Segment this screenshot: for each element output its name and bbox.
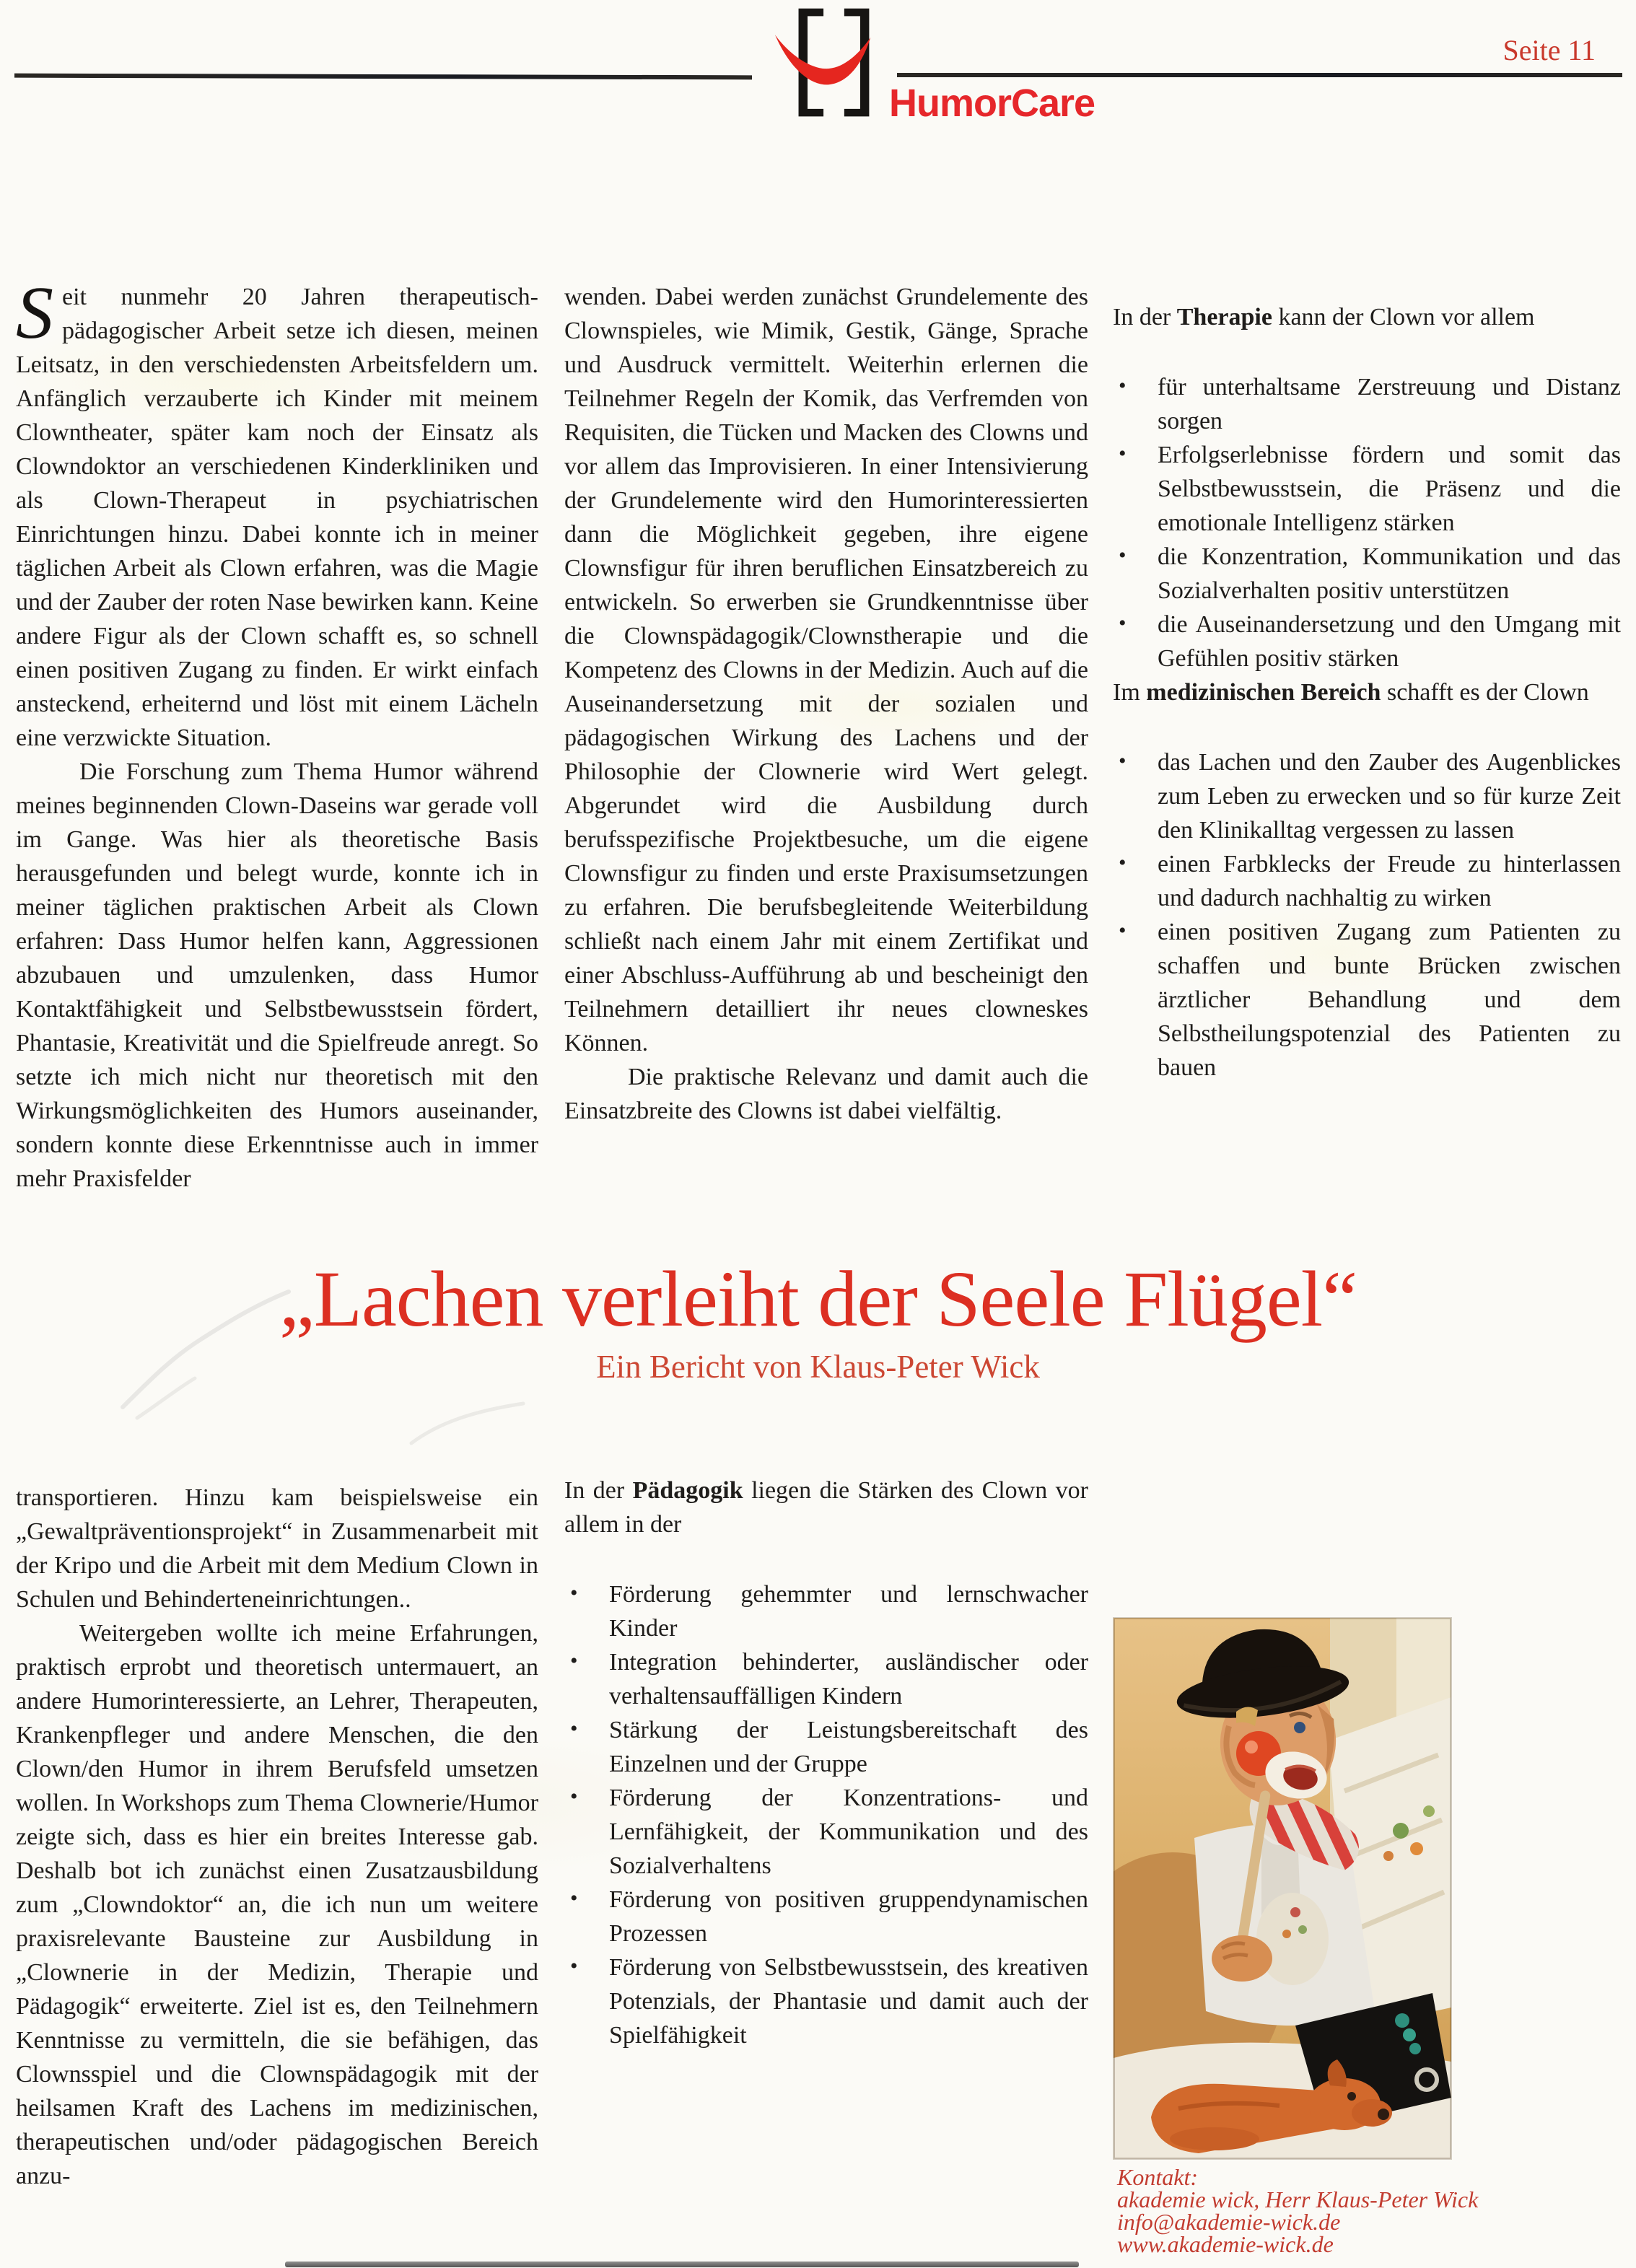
intro-text: kann der Clown vor allem [1272, 304, 1535, 330]
bullet-dot-icon: • [570, 1886, 578, 1910]
header-rule-right [897, 73, 1622, 77]
humorcare-logo [774, 4, 876, 123]
list-item [564, 1883, 1088, 1950]
intro-bold: Pädagogik [632, 1477, 743, 1504]
contact-block [1117, 2166, 1622, 2256]
intro-text: In der [1113, 304, 1177, 330]
scan-smudge [108, 1270, 310, 1429]
intro-text: schafft es der Clown [1381, 679, 1589, 706]
bullet-dot-icon: • [1119, 442, 1127, 465]
bullet-dot-icon: • [1119, 374, 1127, 398]
clown-photo-illustration [1114, 1618, 1451, 2159]
list-item [1113, 540, 1621, 608]
article-headline: „Lachen verleiht der Seele Flügel“ [279, 1255, 1357, 1343]
bullet-dot-icon: • [1119, 919, 1127, 942]
scan-smudge [404, 1393, 534, 1458]
bullet-dot-icon: • [570, 1649, 578, 1673]
bottom-column-2 [564, 1474, 1088, 2052]
bullet-text: die Auseinandersetzung und den Umgang mit Gefühlen positiv stärken [1158, 611, 1621, 672]
bullet-text: die Konzentration, Kommunikation und das Sozialverhalten positiv unterstützen [1158, 543, 1621, 604]
bullet-dot-icon: • [570, 1785, 578, 1808]
bullet-dot-icon: • [570, 1581, 578, 1605]
scan-edge-artifact [285, 2262, 1079, 2267]
list-item [1113, 847, 1621, 915]
paragraph [16, 271, 538, 755]
bullet-text: Stärkung der Leistungsbereitschaft des Einzelnen und der Gruppe [609, 1717, 1088, 1777]
bullet-dot-icon: • [1119, 749, 1127, 773]
list-item [1113, 438, 1621, 540]
therapy-intro [1113, 300, 1621, 334]
article-subtitle: Ein Bericht von Klaus-Peter Wick [596, 1349, 1040, 1385]
paragraph: transportieren. Hinzu kam beispielsweise ein „Gewaltpräventionsprojekt“ in Zusammenarbeit mit der Kripo und die Arbeit mit dem Medium Clown in Schulen und Behinderteneinrichtungen.. [16, 1484, 538, 1613]
bullet-text: für unterhaltsame Zerstreuung und Distanz sorgen [1158, 374, 1621, 434]
list-item [564, 1577, 1088, 1645]
bullet-dot-icon: • [1119, 851, 1127, 875]
intro-bold: Therapie [1176, 304, 1272, 330]
brand-wordmark: HumorCare [889, 82, 1095, 125]
page-number: Seite 11 [1502, 34, 1596, 66]
bullet-dot-icon: • [1119, 611, 1127, 635]
header-rule-left [14, 74, 752, 80]
pedagogy-bullet-list [564, 1577, 1088, 2052]
list-item [1113, 370, 1621, 438]
bullet-dot-icon: • [1119, 543, 1127, 567]
paragraph: Die praktische Relevanz und damit auch die Einsatzbreite des Clowns ist dabei vielfältig. [564, 1064, 1088, 1124]
intro-text: Im [1113, 679, 1147, 706]
bullet-text: Integration behinderter, ausländischer oder verhaltensauffälligen Kindern [609, 1649, 1088, 1709]
list-item [1113, 745, 1621, 847]
bullet-dot-icon: • [570, 1717, 578, 1741]
top-column-1 [16, 271, 538, 1196]
bullet-text: Förderung von positiven gruppendynamischen Prozessen [609, 1886, 1088, 1947]
bullet-text: einen positiven Zugang zum Patienten zu schaffen und bunte Brücken zwischen ärztlicher Behandlung und dem Selbstheilungspotenzial des Patienten zu bauen [1158, 919, 1621, 1081]
therapy-bullet-list [1113, 370, 1621, 675]
bullet-text: einen Farbklecks der Freude zu hinterlassen und dadurch nachhaltig zu wirken [1158, 851, 1621, 911]
bullet-text: Förderung gehemmter und lernschwacher Kinder [609, 1581, 1088, 1642]
contact-name: akademie wick, Herr Klaus-Peter Wick [1117, 2186, 1479, 2212]
paragraph: Weitergeben wollte ich meine Erfahrungen, praktisch erprobt und theoretisch untermauert, an andere Humorinteressierte, an Lehrer, Therapeuten, Krankenpfleger und andere Menschen, die den Clown/den Humor in ihrem Berufsfeld umsetzen wollen. In Workshops zum Thema Clownerie/Humor zeigte sich, dass es hier ein breites Interesse gab. Deshalb bot ich zunächst einen Zusatzausbildung zum „Clowndoktor“ an, die ich nun um weitere praxisrelevante Bausteine zur Ausbildung in „Clownerie in der Medizin, Therapie und Pädagogik“ erweiterte. Ziel ist es, den Teilnehmern Kenntnisse zu vermitteln, die sie befähigen, das Clownsspiel und die Clownspädagogik mit der heilsamen Kraft des Lachens im medizinischen, therapeutischen und/oder pädagogischen Bereich anzu- [16, 1620, 538, 2189]
list-item [1113, 915, 1621, 1085]
bullet-text: Erfolgserlebnisse fördern und somit das Selbstbewusstsein, die Präsenz und die emotionale Intelligenz stärken [1158, 442, 1621, 536]
top-column-2 [564, 280, 1088, 1128]
paragraph-text: eit nunmehr 20 Jahren therapeutisch-pädagogischer Arbeit setze ich diesen, meinen Leitsatz, in den verschiedensten Arbeitsfeldern um. Anfänglich verzauberte ich Kinder mit meinem Clowntheater, später kam noch der Einsatz als Clowndoktor an verschiedenen Kinderkliniken und als Clown-Therapeut in psychiatrischen Einrichtungen hinzu. Dabei konnte ich in meiner täglichen Arbeit als Clown erfahren, was die Magie und der Zauber der roten Nase bewirken kann. Keine andere Figur als der Clown schafft es, so schnell einen positiven Zugang zu finden. Er wirkt einfach ansteckend, erheiternd und löst mit einem Lächeln eine verzwickte Situation. [16, 284, 538, 751]
list-item [564, 1645, 1088, 1713]
paragraph: wenden. Dabei werden zunächst Grundelemente des Clownspieles, wie Mimik, Gestik, Gänge, Sprache und Ausdruck vermittelt. Weiterhin erlernen die Teilnehmer Regeln der Komik, das Verfremden von Requisiten, die Tücken und Macken des Clowns und vor allem das Improvisieren. In einer Intensivierung der Grundelemente wird den Humorinteressierten dann die Möglichkeit gegeben, ihre eigene Clownsfigur für ihren beruflichen Einsatzbereich zu entwickeln. So erwerben sie Grundkenntnisse über die Clownspädagogik/Clownstherapie und die Kompetenz des Clowns in der Medizin. Auch auf die Auseinandersetzung mit der sozialen und pädagogischen Wirkung des Lachens und der Philosophie der Clownerie wird Wert gelegt. Abgerundet wird die Ausbildung durch berufsspezifische Projektbesuche, um die eigene Clownsfigur zu finden und erste Praxisumsetzungen zu erfahren. Die berufsbegleitende Weiterbildung schließt nach einem Jahr mit einem Zertifikat und einer Abschluss-Aufführung ab und bescheinigt den Teilnehmern detailliert ihr neues clowneskes Können. [564, 284, 1088, 1056]
bottom-column-1 [16, 1481, 538, 2193]
bullet-text: das Lachen und den Zauber des Augenblickes zum Leben zu erwecken und so für kurze Zeit den Klinikalltag vergessen zu lassen [1158, 749, 1621, 844]
contact-website: www.akademie-wick.de [1117, 2231, 1334, 2257]
paragraph: Die Forschung zum Thema Humor während meines beginnenden Clown-Daseins war gerade voll im Gange. Was hier als theoretische Basis herausgefunden und belegt wurde, konnte ich in meiner täglichen praktischen Arbeit als Clown erfahren: Dass Humor helfen kann, Aggressionen abzubauen und umzulenken, dass Humor Kontaktfähigkeit und Selbstbewusstsein fördert, Phantasie, Kreativität und die Spielfreude anregt. So setzte ich mich nicht nur theoretisch mit den Wirkungsmöglichkeiten des Humors auseinander, sondern konnte diese Erkenntnisse auch in immer mehr Praxisfelder [16, 758, 538, 1192]
bullet-text: Förderung der Konzentrations- und Lernfähigkeit, der Kommunikation und des Sozialverhaltens [609, 1785, 1088, 1879]
list-item [1113, 608, 1621, 675]
list-item [564, 1781, 1088, 1883]
bullet-text: Förderung von Selbstbewusstsein, des kreativen Potenzials, der Phantasie und damit auch der Spielfähigkeit [609, 1954, 1088, 2049]
smile-brackets-icon [774, 4, 876, 121]
intro-text: In der [564, 1477, 633, 1504]
medical-intro [1113, 675, 1621, 709]
pedagogy-intro [564, 1474, 1088, 1541]
contact-label: Kontakt: [1117, 2164, 1198, 2190]
intro-bold: medizinischen Bereich [1146, 679, 1381, 706]
bullet-dot-icon: • [570, 1954, 578, 1978]
medical-bullet-list [1113, 745, 1621, 1085]
drop-cap: S [16, 271, 53, 354]
list-item [564, 1713, 1088, 1781]
top-column-3 [1113, 300, 1621, 1085]
contact-email: info@akademie-wick.de [1117, 2209, 1341, 2235]
clown-photo [1114, 1618, 1451, 2159]
list-item [564, 1950, 1088, 2052]
intro-text: liegen die Stärken des Clown vor allem in der [564, 1477, 1088, 1538]
